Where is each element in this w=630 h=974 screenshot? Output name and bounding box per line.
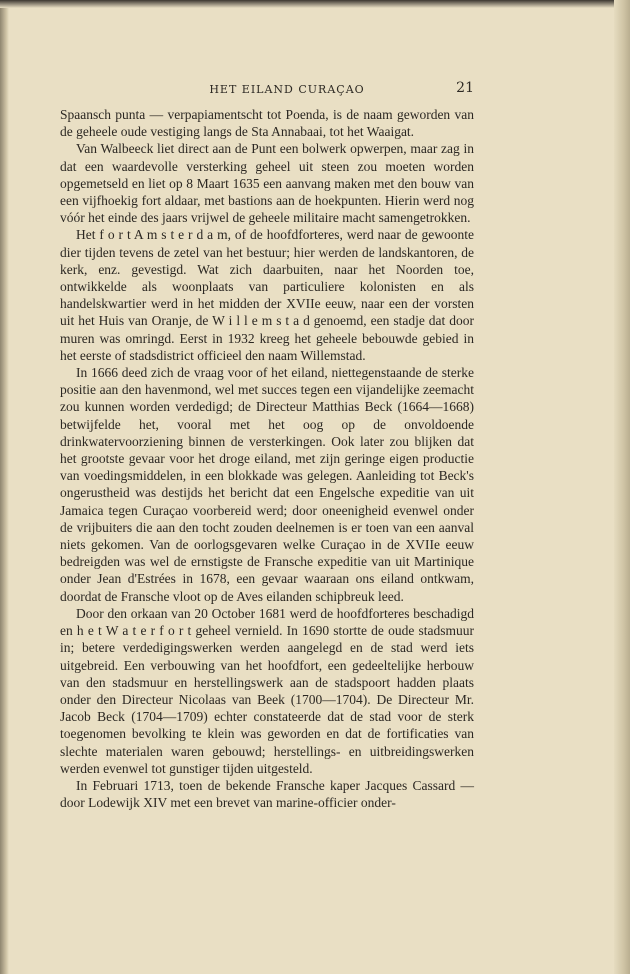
page-top-shadow (0, 0, 630, 8)
body-text (60, 106, 474, 811)
page-header (60, 80, 474, 100)
running-head: HET EILAND CURAÇAO (209, 83, 365, 96)
paragraph: Van Walbeeck liet direct aan de Punt een bolwerk opwerpen, maar zag in dat een waardevolle versterking geheel uit steen zou moeten worden opgemetseld en liet op 8 Maart 1635 een aanvang maken met den bouw van een vijfhoekig fort aldaar, met bastions aan de hoekpunten. Hierin werd nog vóór het einde des jaars vrijwel de geheele militaire macht samengetrokken. (60, 141, 474, 226)
page-gutter (0, 0, 9, 974)
page-number: 21 (456, 80, 474, 96)
paragraph: In 1666 deed zich de vraag voor of het eiland, niettegenstaande de sterke positie aan den havenmond, wel met succes tegen een vijandelijke zeemacht zou kunnen worden verdedigd; de Directeur Matthias Beck (1664—1668) betwijfelde het, vooral met het oog op de onvoldoende drinkwatervoorziening binnen de versterkingen. Ook later zou blijken dat het grootste gevaar voor het droge eiland, met zijn geringe eigen productie van voedingsmiddelen, in een blokkade was gelegen. Aanleiding tot Beck's ongerustheid was destijds het bericht dat een Engelsche expeditie van uit Jamaica tegen Curaçao voorbereid werd; door oneenigheid evenwel onder de vrijbuiters die aan den tocht zouden deelnemen is er toen van een aanval niets gekomen. Van de oorlogsgevaren welke Curaçao in de XVIIe eeuw bedreigden was wel de ernstigste de Fransche expeditie van uit Martinique onder Jean d'Estrées in 1678, een gevaar waaraan ons eiland ontkwam, doordat de Fransche vloot op de Aves eilanden schipbreuk leed. (60, 365, 474, 604)
paragraph: Spaansch punta — verpapiamentscht tot Poenda, is de naam geworden van de geheele oude vestiging langs de Sta Annabaai, tot het Waaigat. (60, 107, 474, 140)
paragraph: Door den orkaan van 20 October 1681 werd de hoofdforteres beschadigd en h e t W a t e r f o r t geheel vernield. In 1690 stortte de oude stadsmuur in; betere verdedigingswerken werden aangelegd en de stad werd iets uitgebreid. Een verbouwing van het hoofdfort, een gedeeltelijke herbouw van den stadsmuur en herstellingswerk aan de stadspoort hadden plaats onder den Directeur Nicolaas van Beek (1700—1704). De Directeur Mr. Jacob Beck (1704—1709) echter constateerde dat de stad voor de sterk toegenomen bevolking te klein was geworden en dat de fortificaties van slechte materialen waren gebouwd; herstellings- en uitbreidingswerken werden evenwel tot gunstiger tijden uitgesteld. (60, 605, 474, 776)
page-edge (614, 0, 630, 974)
paragraph: Het f o r t A m s t e r d a m, of de hoofdforteres, werd naar de gewoonte dier tijden tevens de zetel van het bestuur; hier werden de landskantoren, de kerk, enz. gevestigd. Wat zich daarbuiten, naar het Noorden toe, ontwikkelde als woonplaats van particuliere kolonisten en als handelskwartier werd in het midden der XVIIe eeuw, naar een der vorsten uit het Huis van Oranje, de W i l l e m s t a d genoemd, een stadje dat door muren was omringd. Eerst in 1932 kreeg het geheele bebouwde gebied in het eerste of stadsdistrict officieel den naam Willemstad. (60, 227, 474, 363)
paragraph: In Februari 1713, toen de bekende Fransche kaper Jacques Cassard — door Lodewijk XIV met een brevet van marine-officier onder- (60, 777, 474, 811)
